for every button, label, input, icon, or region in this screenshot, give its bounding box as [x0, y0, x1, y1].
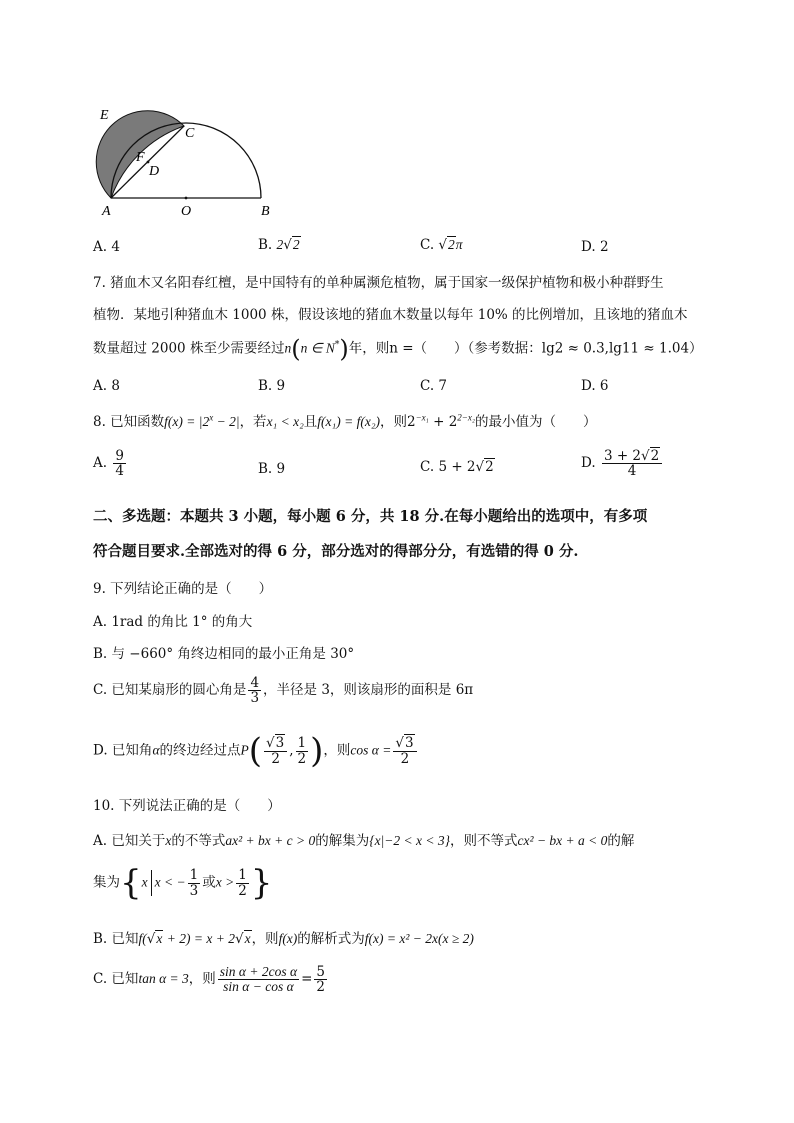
- label-d: D: [149, 164, 160, 179]
- q6-option-d: D. 2: [581, 239, 609, 255]
- label-b: B: [261, 204, 270, 219]
- q6-option-b: B. 2√2: [258, 237, 300, 253]
- point-d: [147, 161, 150, 164]
- section-2-heading-line-1: 二、多选题：本题共 3 小题，每小题 6 分，共 18 分.在每小题给出的选项中，有多项: [93, 508, 648, 525]
- q7-line-3: 数量超过 2000 株至少需要经过n(n ∈ N*)年，则n =（ ）（参考数据：lg2 ≈ 0.3,lg11 ≈ 1.04）: [93, 335, 703, 363]
- q9-option-d: D. 已知角α的终边经过点P( $\frac{√3}{2}$ , $\frac{1}{2}$ )，则cos α = $\frac{√3}{2}$: [93, 731, 419, 771]
- q10-stem: 10. 下列说法正确的是（ ）: [93, 798, 281, 814]
- q8-option-b: B. 9: [258, 461, 286, 477]
- q10-option-c: C. 已知tan α = 3，则 $\frac{\text{sin α + 2cos α}}{\text{sin α − cos α}}$ = $\frac{5}{2}$: [93, 964, 325, 996]
- q8-option-d: D. $\frac{3 + 2√2}{4}$: [581, 449, 664, 478]
- q7-line-1: 7. 猪血木又名阳春红檀，是中国特有的单种属濒危植物，属于国家一级保护植物和极小种群野生: [93, 275, 664, 291]
- q6-option-c: C. √2π: [420, 237, 463, 253]
- point-o: [185, 197, 188, 200]
- label-a: A: [102, 204, 111, 219]
- label-c: C: [185, 126, 195, 141]
- q9-option-c: C. 已知某扇形的圆心角是 $\frac{4}{3}$ ，半径是 3，则该扇形的面积是 6π: [93, 675, 474, 707]
- q7-option-a: A. 8: [93, 378, 120, 394]
- label-e: E: [100, 108, 109, 123]
- q8-option-c: C. 5 + 2√2: [420, 459, 494, 475]
- q7-option-b: B. 9: [258, 378, 286, 394]
- q7-option-d: D. 6: [581, 378, 609, 394]
- q10-option-a-line-2: 集为{x x < − $\frac{1}{3}$ 或x > $\frac{1}{2}$ }: [93, 863, 273, 903]
- q6-option-a: A. 4: [93, 239, 120, 255]
- q9-stem: 9. 下列结论正确的是（ ）: [93, 581, 273, 597]
- q9-option-a: A. 1rad 的角比 1° 的角大: [93, 614, 253, 630]
- q10-option-b: B. 已知f(√x + 2) = x + 2√x，则f(x)的解析式为f(x) = x² − 2x(x ≥ 2): [93, 931, 474, 947]
- q7-line-2: 植物．某地引种猪血木 1000 株，假设该地的猪血木数量以每年 10% 的比例增加，且该地的猪血木: [93, 307, 688, 323]
- q8-option-a: A. $\frac{9}{4}$: [93, 448, 124, 480]
- section-2-heading-line-2: 符合题目要求.全部选对的得 6 分，部分选对的得部分分，有选错的得 0 分.: [93, 543, 579, 560]
- q10-option-a-line-1: A. 已知关于x的不等式ax² + bx + c > 0的解集为{x|−2 < x < 3}，则不等式cx² − bx + a < 0的解: [93, 833, 635, 849]
- label-f: F: [136, 150, 145, 165]
- q8-stem: 8. 已知函数$f(x) = |2^x - 2|$，若x₁ < x₂且f(x₁) = f(x₂)，则$2^{-x_1} + 2^{2-x_2}$的最小值为（ ）: [93, 412, 597, 430]
- label-o: O: [181, 204, 192, 219]
- q9-option-b: B. 与 −660° 角终边相同的最小正角是 30°: [93, 646, 355, 662]
- geometry-figure: [90, 100, 290, 225]
- q7-option-c: C. 7: [420, 378, 448, 394]
